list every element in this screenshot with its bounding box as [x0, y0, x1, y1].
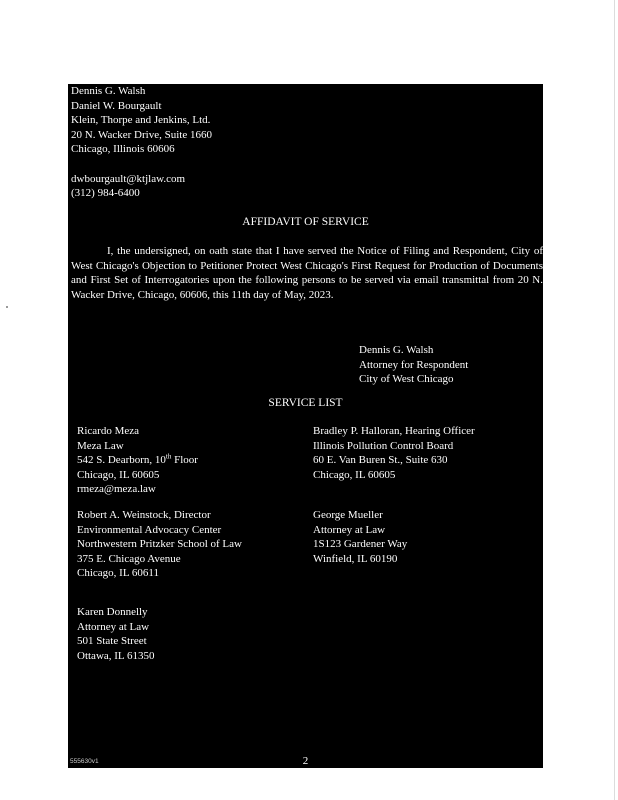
address-text: 542 S. Dearborn, 10: [77, 454, 166, 467]
scan-edge-line: [614, 0, 615, 800]
signature-block: [359, 343, 468, 387]
service-entry-weinstock: [77, 508, 242, 581]
entry-line: 60 E. Van Buren St., Suite 630: [313, 454, 448, 467]
service-entry-meza: [77, 424, 198, 497]
affidavit-text: I, the undersigned, on oath state that I have served the Notice of Filing and Respondent, City of West Chicago's Objection to Petitioner Protect West Chicago's First Request for Production of Documents and First Set of Interrogatories upon the following persons to be served via email transmittal from 20 N. Wacker Drive, Chicago, 60606, this 11th day of May, 2023.: [71, 245, 543, 301]
entry-line: George Mueller: [313, 509, 383, 521]
counsel-email[interactable]: dwbourgault@ktjlaw.com: [71, 172, 186, 185]
service-entry-halloran: [313, 424, 475, 482]
entry-line: Environmental Advocacy Center: [77, 523, 222, 536]
counsel-phone: (312) 984-6400: [71, 187, 140, 200]
entry-line: Attorney at Law: [77, 620, 150, 633]
document-id: 555630v1: [70, 758, 99, 765]
entry-line: Ricardo Meza: [77, 425, 139, 437]
entry-line: Chicago, IL 60605: [77, 468, 160, 481]
firm-name: Klein, Thorpe and Jenkins, Ltd.: [71, 114, 211, 127]
service-entry-donnelly: [77, 605, 155, 663]
firm-city: Chicago, Illinois 60606: [71, 143, 175, 156]
signature-entity: City of West Chicago: [359, 373, 454, 386]
address-superscript: th: [165, 452, 172, 461]
signature-name: Dennis G. Walsh: [359, 344, 434, 356]
entry-line: Ottawa, IL 61350: [77, 649, 155, 662]
entry-email[interactable]: rmeza@meza.law: [77, 483, 156, 496]
signature-role: Attorney for Respondent: [359, 358, 469, 371]
entry-line: 1S123 Gardener Way: [313, 538, 408, 551]
entry-line: Chicago, IL 60605: [313, 468, 396, 481]
entry-line: Meza Law: [77, 439, 124, 452]
entry-line: Attorney at Law: [313, 523, 386, 536]
firm-address: 20 N. Wacker Drive, Suite 1660: [71, 128, 212, 141]
counsel-name-2: Daniel W. Bourgault: [71, 99, 162, 112]
entry-line: 501 State Street: [77, 635, 147, 648]
affidavit-title: AFFIDAVIT OF SERVICE: [242, 216, 369, 228]
service-list-title: SERVICE LIST: [268, 397, 343, 409]
service-entry-mueller: [313, 508, 407, 566]
document-page: [68, 84, 543, 768]
scan-speck: [6, 306, 8, 308]
counsel-name-1: Dennis G. Walsh: [71, 85, 146, 97]
page-number: 2: [302, 755, 309, 767]
entry-line: 375 E. Chicago Avenue: [77, 552, 181, 565]
entry-line-address: [77, 453, 198, 468]
entry-line: Bradley P. Halloran, Hearing Officer: [313, 425, 475, 437]
entry-line: Illinois Pollution Control Board: [313, 439, 454, 452]
entry-line: Winfield, IL 60190: [313, 552, 398, 565]
address-text-suffix: Floor: [171, 454, 198, 467]
entry-line: Northwestern Pritzker School of Law: [77, 538, 242, 551]
entry-line: Chicago, IL 60611: [77, 567, 159, 580]
counsel-header: [71, 84, 212, 201]
entry-line: Karen Donnelly: [77, 606, 148, 618]
entry-line: Robert A. Weinstock, Director: [77, 509, 211, 521]
affidavit-body: [71, 244, 543, 302]
